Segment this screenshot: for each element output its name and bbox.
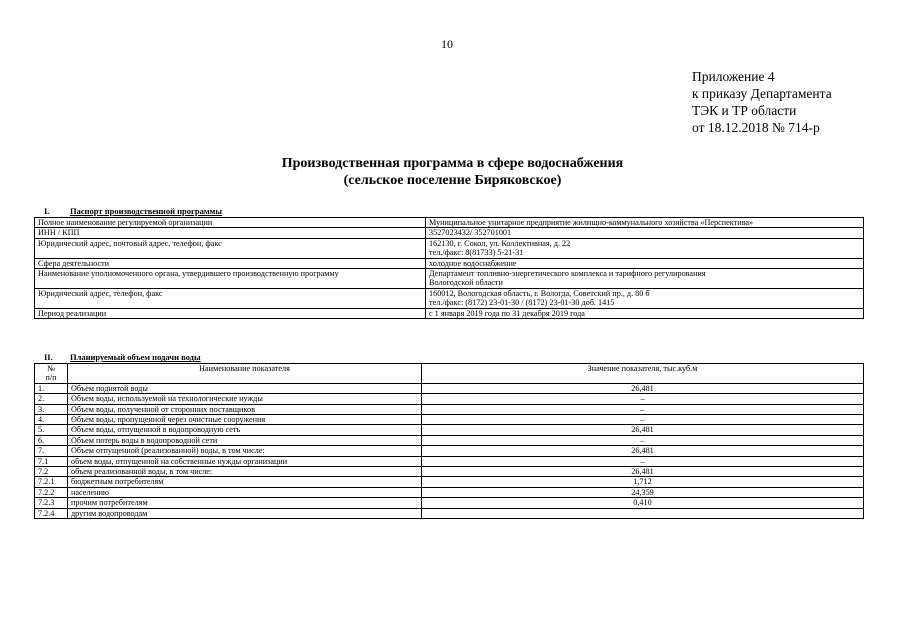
passport-value	[426, 269, 864, 289]
indicator-name: Объем воды, используемой на технологические нужды	[68, 394, 422, 404]
indicator-name: Объем потерь воды в водопроводной сети	[68, 435, 422, 445]
passport-value-line: тел./факс: 8(81733) 5-21-31	[429, 248, 524, 258]
table-row	[35, 456, 864, 466]
column-header-number	[35, 364, 68, 384]
section-number: II.	[44, 352, 53, 362]
indicator-value: 26,481	[422, 446, 864, 456]
row-number: 2.	[35, 394, 68, 404]
row-number: 7.2.3	[35, 498, 68, 508]
passport-value	[426, 238, 864, 258]
approval-line: от 18.12.2018 № 714-р	[692, 120, 820, 135]
table-row	[35, 383, 864, 393]
passport-value-line: 162130, г. Сокол, ул. Коллективная, д. 22	[429, 238, 571, 248]
indicator-value: 0,410	[422, 498, 864, 508]
table-row	[35, 446, 864, 456]
passport-value	[426, 288, 864, 308]
table-row	[35, 435, 864, 445]
passport-value-line: тел./факс: (8172) 23-01-30 / (8172) 23-01-30 доб. 1415	[429, 298, 615, 308]
title-subtitle: (сельское поселение Биряковское)	[343, 173, 562, 188]
header-text: п/п	[45, 373, 57, 383]
row-number: 7.2	[35, 467, 68, 477]
table-row	[35, 415, 864, 425]
table-header-row	[35, 364, 864, 384]
table-row	[35, 487, 864, 497]
table-row	[35, 498, 864, 508]
indicator-value: 26,481	[422, 383, 864, 393]
row-number: 1.	[35, 383, 68, 393]
approval-line: Приложение 4	[692, 69, 775, 84]
row-number: 7.2.4	[35, 508, 68, 518]
table-row	[35, 288, 864, 308]
indicator-name: Объем воды, пропущенной через очистные сооружения	[68, 415, 422, 425]
row-number: 4.	[35, 415, 68, 425]
passport-value-line: Вологодской области	[429, 278, 503, 288]
indicator-value: 24,359	[422, 487, 864, 497]
row-number: 3.	[35, 404, 68, 414]
approval-line: ТЭК и ТР области	[692, 103, 797, 118]
table-row	[35, 308, 864, 318]
indicator-value: –	[422, 435, 864, 445]
row-number: 7.2.1	[35, 477, 68, 487]
indicator-value	[422, 508, 864, 518]
table-row	[35, 218, 864, 228]
passport-table	[34, 217, 864, 319]
passport-value	[426, 228, 864, 238]
indicator-name: Объем воды, отпущенной в водопроводную сеть	[68, 425, 422, 435]
table-row	[35, 508, 864, 518]
row-number: 5.	[35, 425, 68, 435]
passport-value-line: 160012, Вологодская область, г. Вологда, Советский пр., д. 80 б	[429, 288, 650, 298]
indicator-value: –	[422, 404, 864, 414]
page-number: 10	[441, 37, 453, 51]
approval-block	[692, 68, 832, 136]
indicator-name: Объем поднятой воды	[68, 383, 422, 393]
passport-label: Наименование уполномоченного органа, утвердившего производственную программу	[35, 269, 426, 289]
passport-label: ИНН / КПП	[35, 228, 426, 238]
indicator-name: объем реализованной воды, в том числе:	[68, 467, 422, 477]
indicator-name: бюджетным потребителям	[68, 477, 422, 487]
passport-label: Полное наименование регулируемой организации	[35, 218, 426, 228]
section-2-heading	[34, 352, 201, 362]
indicator-name: Объем воды, полученной от сторонних поставщиков	[68, 404, 422, 414]
indicator-name: другим водопроводам	[68, 508, 422, 518]
header-text: №	[47, 364, 55, 373]
passport-value-line: 3527023432/ 352701001	[429, 228, 512, 238]
table-row	[35, 258, 864, 268]
passport-label: Период реализации	[35, 308, 426, 318]
passport-label: Юридический адрес, телефон, факс	[35, 288, 426, 308]
indicator-name: объем воды, отпущенной на собственные нужды организации	[68, 456, 422, 466]
section-title: Паспорт производственной программы	[70, 206, 223, 216]
indicator-value: –	[422, 456, 864, 466]
section-1-heading	[34, 206, 222, 216]
indicator-value: –	[422, 415, 864, 425]
indicator-value: 1,712	[422, 477, 864, 487]
row-number: 7.2.2	[35, 487, 68, 497]
table-row	[35, 477, 864, 487]
indicator-name: населению	[68, 487, 422, 497]
table-row	[35, 425, 864, 435]
passport-value	[426, 308, 864, 318]
row-number: 7.	[35, 446, 68, 456]
passport-value-line: холодное водоснабжение	[429, 258, 517, 268]
table-row	[35, 404, 864, 414]
passport-value-line: Муниципальное унитарное предприятие жилищно-коммунального хозяйства «Перспектива»	[429, 218, 754, 227]
indicator-value: 26,481	[422, 467, 864, 477]
title-line: Производственная программа в сфере водоснабжения	[281, 156, 624, 171]
table-row	[35, 238, 864, 258]
document-title	[0, 155, 905, 189]
table-row	[35, 269, 864, 289]
table-row	[35, 228, 864, 238]
passport-value-line: с 1 января 2019 года по 31 декабря 2019 года	[429, 308, 585, 318]
indicator-name: Объем отпущенной (реализованной) воды, в том числе:	[68, 446, 422, 456]
table-row	[35, 467, 864, 477]
section-number: I.	[44, 206, 50, 216]
passport-label: Юридический адрес, почтовый адрес, телефон, факс	[35, 238, 426, 258]
indicator-name: прочим потребителям	[68, 498, 422, 508]
indicator-value: –	[422, 394, 864, 404]
passport-value	[426, 258, 864, 268]
indicator-value: 26,481	[422, 425, 864, 435]
table-row	[35, 394, 864, 404]
row-number: 6.	[35, 435, 68, 445]
passport-value	[426, 218, 864, 228]
column-header-value: Значение показателя, тыс.куб.м	[422, 364, 864, 384]
passport-label: Сфера деятельности	[35, 258, 426, 268]
section-title: Планируемый объем подачи воды	[70, 352, 201, 362]
row-number: 7.1	[35, 456, 68, 466]
approval-line: к приказу Департамента	[692, 86, 832, 101]
volume-table	[34, 363, 864, 519]
passport-value-line: Департамент топливно-энергетического комплекса и тарифного регулирования	[429, 269, 706, 279]
column-header-name: Наименование показателя	[68, 364, 422, 384]
